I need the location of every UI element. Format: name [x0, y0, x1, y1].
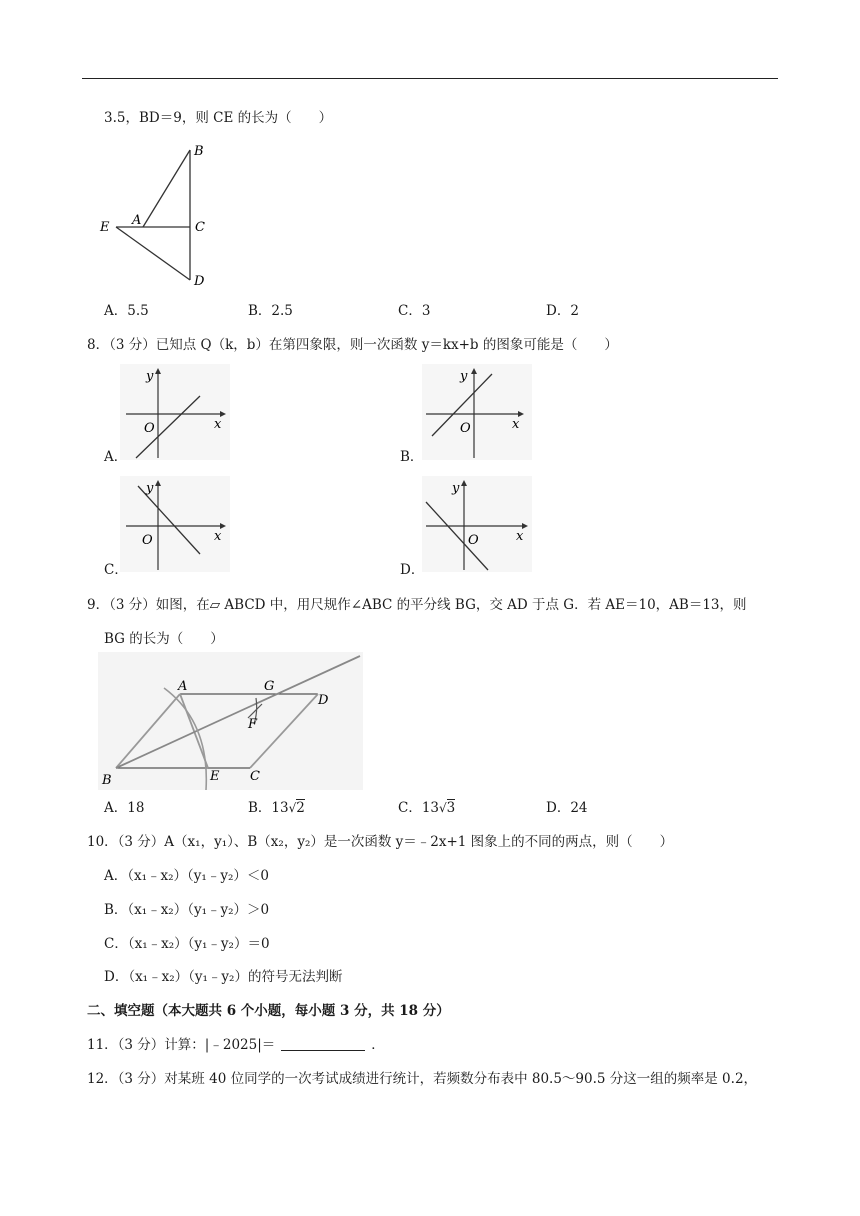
q8-option-c: C． — [104, 562, 128, 578]
q8-stem: 8．（3 分）已知点 Q（k，b）在第四象限，则一次函数 y＝kx+b 的图象可能是（ ） — [87, 337, 618, 353]
q9-option-b: B．13√2 — [248, 800, 305, 816]
q10-option-d: D．（x₁﹣x₂）（y₁﹣y₂）的符号无法判断 — [104, 969, 343, 985]
q8-option-d: D． — [400, 562, 425, 578]
svg-text:x: x — [516, 529, 524, 544]
svg-text:y: y — [146, 369, 154, 384]
q9-label-f: F — [248, 717, 258, 732]
q11-answer-blank[interactable] — [281, 1036, 365, 1051]
q8-graph-d — [422, 476, 532, 572]
q11-stem: 11．（3 分）计算：|﹣2025|＝ ． — [87, 1037, 385, 1053]
q7-option-c: C．3 — [398, 303, 431, 319]
svg-text:x: x — [214, 529, 222, 544]
q10-stem: 10．（3 分）A（x₁，y₁）、B（x₂，y₂）是一次函数 y＝﹣2x+1 图象上的不同的两点，则（ ） — [87, 834, 674, 850]
q9-stem-line2: BG 的长为（ ） — [104, 631, 224, 647]
q9-label-b: B — [102, 773, 112, 788]
q9-label-a: A — [178, 679, 188, 694]
svg-text:y: y — [460, 369, 468, 384]
q10-option-a: A．（x₁﹣x₂）（y₁﹣y₂）＜0 — [104, 868, 269, 884]
q8-option-a: A． — [104, 449, 128, 465]
q10-option-c: C．（x₁﹣x₂）（y₁﹣y₂）＝0 — [104, 936, 270, 952]
q9-parallelogram-figure — [98, 652, 368, 792]
q12-stem: 12．（3 分）对某班 40 位同学的一次考试成绩进行统计，若频数分布表中 80.5～90.5 分这一组的频率是 0.2， — [87, 1071, 758, 1087]
q9-label-e: E — [210, 769, 220, 784]
section2-title: 二、填空题（本大题共 6 个小题，每小题 3 分，共 18 分） — [87, 1003, 450, 1019]
q7-option-d: D．2 — [546, 303, 579, 319]
q8-graph-a — [120, 364, 230, 460]
q10-option-b: B．（x₁﹣x₂）（y₁﹣y₂）＞0 — [104, 902, 270, 918]
q7-label-d: D — [194, 274, 205, 289]
q8-graph-b — [422, 364, 532, 460]
q9-option-c: C．13√3 — [398, 800, 456, 816]
q7-label-a: A — [132, 213, 142, 228]
q9-label-c: C — [250, 769, 260, 784]
q7-triangle-figure — [96, 140, 216, 290]
svg-text:y: y — [146, 481, 154, 496]
svg-text:O: O — [144, 421, 155, 436]
svg-text:O: O — [142, 533, 153, 548]
header-rule — [82, 78, 778, 79]
q7-option-a: A．5.5 — [104, 303, 149, 319]
q9-label-d: D — [318, 693, 329, 708]
q9-option-d: D．24 — [546, 800, 588, 816]
svg-text:O: O — [468, 533, 479, 548]
q7-label-c: C — [195, 220, 205, 235]
svg-text:O: O — [460, 421, 471, 436]
q9-stem-line1: 9．（3 分）如图，在▱ ABCD 中，用尺规作∠ABC 的平分线 BG，交 AD 于点 G．若 AE＝10，AB＝13，则 — [87, 597, 747, 613]
q7-label-e: E — [100, 220, 110, 235]
q9-option-a: A．18 — [104, 800, 145, 816]
svg-text:x: x — [512, 417, 520, 432]
q7-stem: 3.5，BD＝9，则 CE 的长为（ ） — [104, 110, 333, 126]
svg-text:y: y — [452, 481, 460, 496]
q8-graph-c — [120, 476, 230, 572]
svg-text:x: x — [214, 417, 222, 432]
q9-label-g: G — [264, 679, 275, 694]
q7-option-b: B．2.5 — [248, 303, 293, 319]
q7-label-b: B — [194, 144, 204, 159]
q8-option-b: B． — [400, 449, 424, 465]
